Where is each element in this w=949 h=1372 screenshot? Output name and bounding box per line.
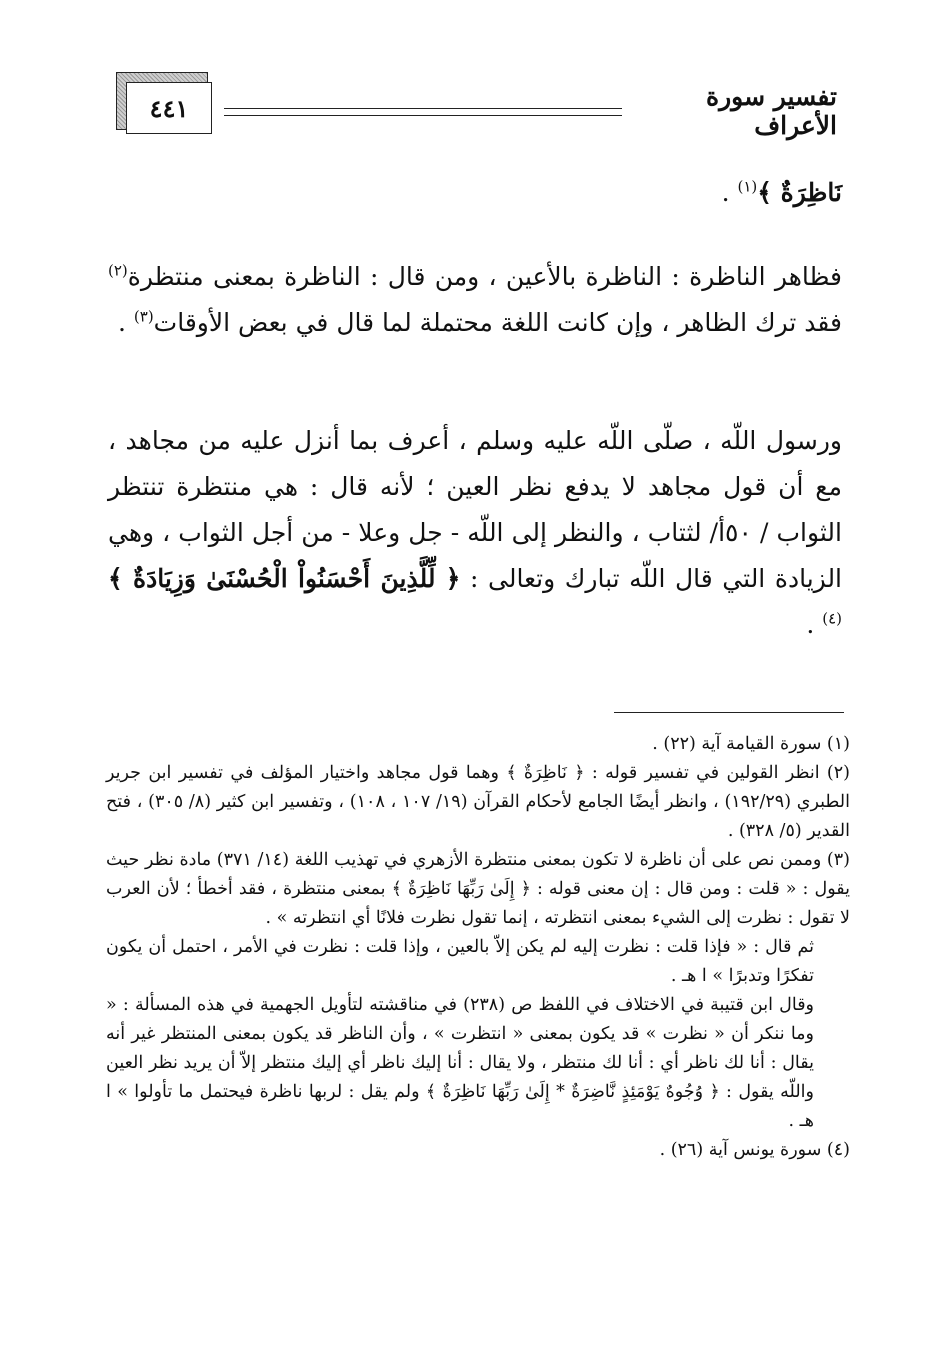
paragraph-2 — [108, 254, 842, 346]
footnote-ref-1: (١) — [737, 177, 758, 196]
running-title: تفسير سورة الأعراف — [706, 82, 837, 140]
footnote-3-continued: ثم قال : « فإذا قلت : نظرت إليه لم يكن إلاّ بالعين ، وإذا قلت : نظرت في الأمر ، احتمل أن يكون تفكرًا وتدبرًا » ا هـ . — [106, 937, 814, 986]
quran-citation: نَاظِرَةٌ ﴾ — [757, 178, 842, 207]
footnote-3: (٣) وممن نص على أن ناظرة لا تكون بمعنى منتظرة الأزهري في تهذيب اللغة (١٤/ ٣٧١) مادة نظر حيث يقول : « قلت : ومن قال : إن معنى قوله : ﴿ إِلَىٰ رَبِّهَا نَاظِرَةٌ ﴾ بمعنى منتظرة ، فقد أخطأ ؛ لأن العرب لا تقول : نظرت إلى الشيء بمعنى انتظرته ، إنما تقول نظرت فلانًا أي انتظرته » . — [106, 850, 850, 928]
quran-citation: ﴿ لِّلَّذِينَ أَحْسَنُواْ الْحُسْنَىٰ وَزِيَادَةٌ ﴾ — [108, 564, 461, 593]
footnote-1: (١) سورة القيامة آية (٢٢) . — [652, 734, 850, 754]
paragraph-3-text: ورسول اللّه ، صلّى اللّه عليه وسلم ، أعرف بما أنزل عليه من مجاهد ، مع أن قول مجاهد لا يدفع نظر العين ؛ لأنه قال : هي منتظرة تنتظر الثواب / ٥٠أ/ لثتاب ، والنظر إلى اللّه - جل وعلا - من أجل الثواب ، وهي الزيادة التي قال اللّه تبارك وتعالى : — [108, 426, 843, 593]
footnote-ref-4: (٤) — [822, 609, 842, 628]
header-rule — [224, 108, 622, 116]
paragraph-2-end: . — [117, 308, 134, 337]
footnote-ref-3: (٣) — [133, 307, 154, 326]
paragraph-3 — [108, 418, 842, 648]
footnote-3-quote-ibn-qutaybah: وقال ابن قتيبة في الاختلاف في اللفظ ص (٢٣٨) في مناقشته لتأويل الجهمية في هذه المسألة : « وما ننكر أن « نظرت » قد يكون بمعنى « انتظرت » ، وأن الناظر قد يكون بمعنى المنتظر غير أنه يقال : أنا لك ناظر أي : أنا لك منتظر ، ولا يقال : أنا إليك ناظر أي إليك منتظر إلاّ أن يريد نظر العين واللّه يقول : ﴿ وُجُوهٌ يَوْمَئِذٍ نَّاضِرَةٌ * إِلَىٰ رَبِّهَا نَاظِرَةٌ ﴾ ولم يقل : لربها ناظرة فيحتمل ما تأولوا » ا هـ . — [106, 995, 815, 1131]
page-number: ٤٤١ — [126, 82, 212, 134]
footnote-4: (٤) سورة يونس آية (٢٦) . — [659, 1140, 850, 1160]
page-number-frame — [116, 72, 210, 134]
footnote-ref-2: (٢) — [108, 261, 128, 280]
paragraph-2-text-a: فظاهر الناظرة : الناظرة بالأعين ، ومن قال : الناظرة بمعنى منتظرة — [127, 262, 842, 291]
paragraph-1 — [108, 170, 842, 216]
paragraph-1-end: . — [721, 178, 738, 207]
footnote-2: (٢) انظر القولين في تفسير قوله : ﴿ نَاظِرَةٌ ﴾ وهما قول مجاهد واختيار المؤلف في تفسير ابن جرير الطبري (١٩٢/٢٩) ، وانظر أيضًا الجامع لأحكام القرآن (١٩/ ١٠٧ ، ١٠٨) ، وتفسير ابن كثير (٨/ ٣٠٥) ، فتح القدير (٥/ ٣٢٨) . — [106, 763, 850, 841]
footnote-separator — [614, 712, 844, 713]
footnotes — [106, 730, 850, 1165]
paragraph-3-end: . — [806, 610, 823, 639]
paragraph-2-text-b: فقد ترك الظاهر ، وإن كانت اللغة محتملة لما قال في بعض الأوقات — [153, 308, 842, 337]
